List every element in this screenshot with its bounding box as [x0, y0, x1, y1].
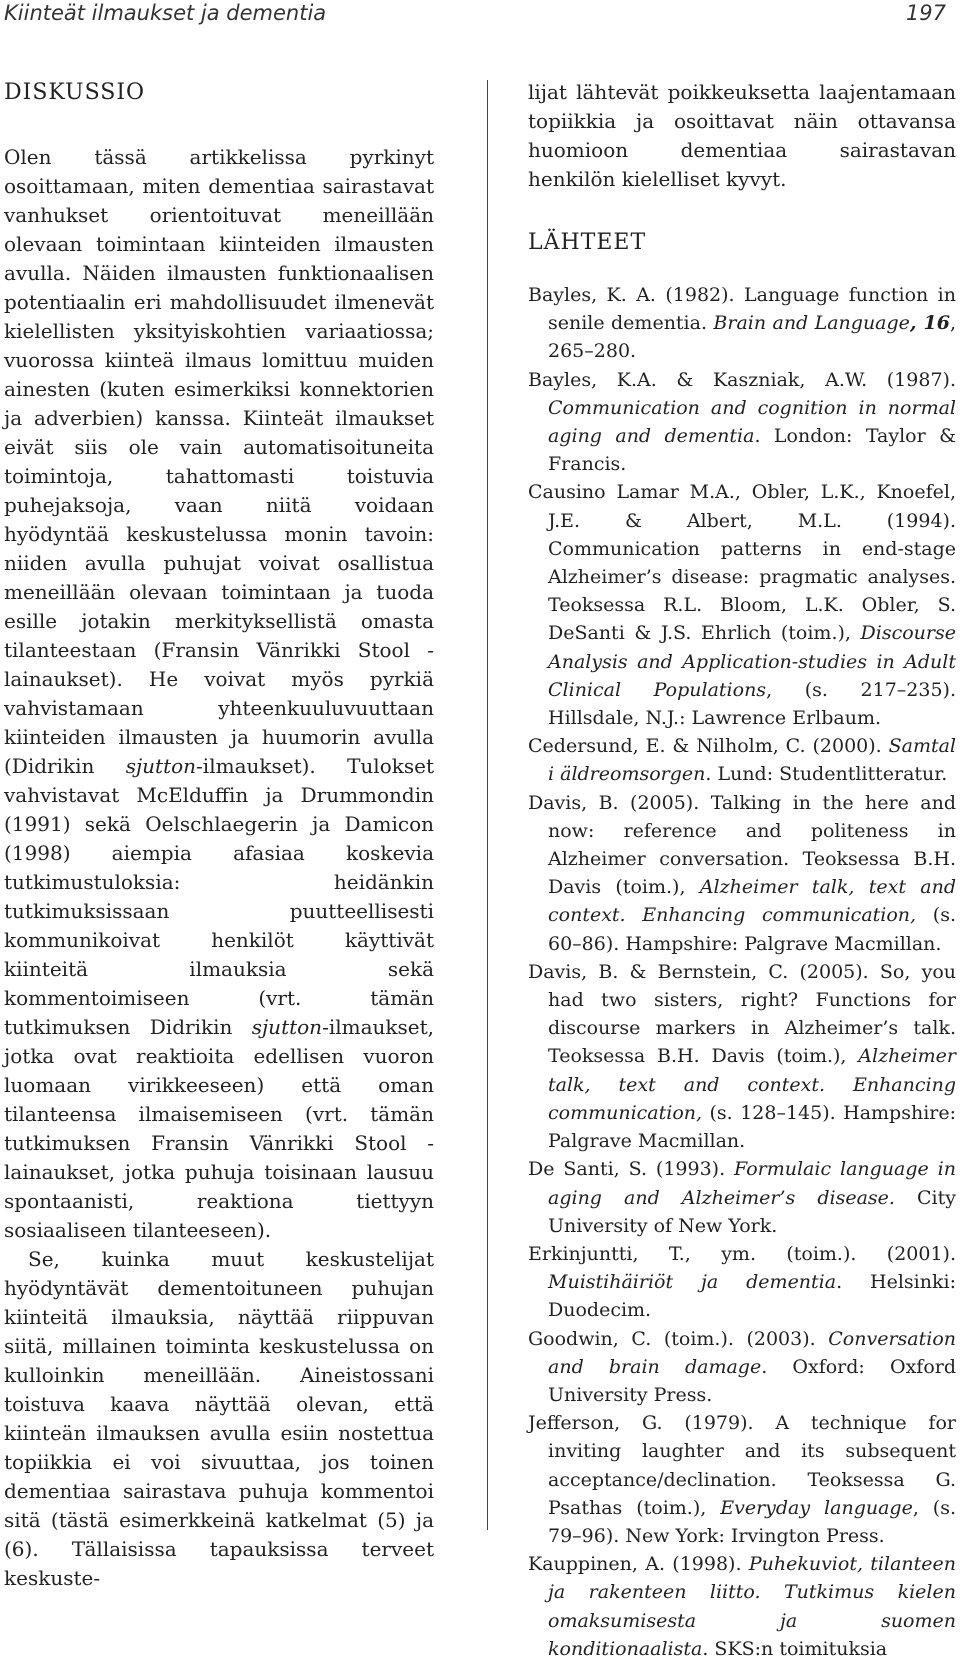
reference-item: Causino Lamar M.A., Obler, L.K., Knoefel, J.E. & Albert, M.L. (1994). Communication patterns in end-stage Alzheimer’s disease: pragmatic analyses. Teoksessa R.L. Bloom, L.K. Obler, S. DeSanti & J.S. Ehrlich (toim.), Discourse Analysis and Application-studies in Adult Clinical Populations, (s. 217–235). Hillsdale, N.J.: Lawrence Erlbaum. [528, 481, 957, 730]
left-column [4, 78, 434, 1593]
text-run: Olen tässä artikkelissa pyrkinyt osoittamaan, miten dementiaa sairastavat vanhukset orientoituvat meneillään olevaan toimintaan kiinteiden ilmausten avulla. Näiden ilmausten funktionaalisen potentiaalin eri mahdollisuudet ilmenevät kielellisten yksityiskohtien variaatiossa; vuorossa kiinteä ilmaus lomittuu muiden ainesten (kuten esimerkiksi konnektorien ja adverbien) kanssa. Kiinteät ilmaukset eivät siis ole vain automatisoituneita toimintoja, tahattomasti toistuvia puhejaksoja, vaan niitä voidaan hyödyntää keskustelussa monin tavoin: niiden avulla puhujat voivat osallistua meneillään olevaan toimintaan ja tuoda esille jotakin merkityksellistä omasta tilanteestaan (Fransin Vänrikki Stool -lainaukset). He voivat myös pyrkiä vahvistamaan yhteenkuuluvuuttaan kiinteiden ilmausten ja huumorin avulla (Didrikin [4, 145, 434, 778]
reference-item: Erkinjuntti, T., ym. (toim.). (2001). Muistihäiriöt ja dementia. Helsinki: Duodecim. [528, 1242, 956, 1322]
italic-term: sjutton [125, 754, 197, 778]
reference-item: Goodwin, C. (toim.). (2003). Conversation and brain damage. Oxford: Oxford University Press. [528, 1327, 956, 1406]
right-column [528, 78, 956, 1663]
reference-item: Kauppinen, A. (1998). Puhekuviot, tilanteen ja rakenteen liitto. Tutkimus kielen omaksumisesta ja suomen konditionaalista. SKS:n toimituksia [528, 1553, 957, 1660]
reference-item: Davis, B. & Bernstein, C. (2005). So, you had two sisters, right? Functions for discourse markers in Alzheimer’s talk. Teoksessa B.H. Davis (toim.), Alzheimer talk, text and context. Enhancing communication, (s. 128–145). Hampshire: Palgrave Macmillan. [528, 960, 956, 1153]
reference-item: De Santi, S. (1993). Formulaic language in aging and Alzheimer’s disease. City University of New York. [528, 1158, 956, 1237]
reference-item: Bayles, K. A. (1982). Language function in senile dementia. Brain and Language, 16, 265–280. [528, 284, 956, 363]
paragraph-2: Se, kuinka muut keskustelijat hyödyntävät dementoituneen puhujan kiinteitä ilmauksia, näyttää riippuvan siitä, millainen toiminta keskustelussa on kulloinkin meneillään. Aineistossani toistuva kaava näyttää olevan, että kiinteän ilmauksen avulla esiin nostettua topiikkia ei voi sivuuttaa, jos toinen dementiaa sairastava puhuja kommentoi sitä (tästä esimerkkeinä katkelmat (5) ja (6). Tällaisissa tapauksissa terveet keskuste- [4, 1247, 434, 1590]
column-divider [487, 80, 488, 1530]
reference-item: Davis, B. (2005). Talking in the here and now: reference and politeness in Alzheimer conversation. Teoksessa B.H. Davis (toim.), Alzheimer talk, text and context. Enhancing communication, (s. 60–86). Hampshire: Palgrave Macmillan. [528, 791, 957, 955]
text-run: -ilmaukset, jotka ovat reaktioita edellisen vuoron luomaan virikkeeseen) että oman tilanteensa ilmaisemiseen (vrt. tämän tutkimuksen Fransin Vänrikki Stool -lainaukset, jotka puhuja toisinaan lausuu spontaanisti, reaktiona tiettyyn sosiaaliseen tilanteeseen). [4, 1015, 434, 1242]
page-header [0, 0, 960, 30]
page-number: 197 [905, 1, 946, 25]
section-heading-diskussio: DISKUSSIO [4, 80, 146, 105]
running-title: Kiinteät ilmaukset ja dementia [4, 1, 327, 25]
text-run: -ilmaukset). Tulokset vahvistavat McElduffin ja Drummondin (1991) sekä Oelschlaegerin ja Damicon (1998) aiempia afasiaa koskevia tutkimustuloksia: heidänkin tutkimuksissaan puutteellisesti kommunikoivat henkilöt käyttivät kiinteitä ilmauksia sekä kommentoimiseen (vrt. tämän tutkimuksen Didrikin [4, 754, 434, 1039]
italic-term: sjutton [251, 1015, 323, 1039]
reference-list [528, 281, 956, 1663]
section-heading-lahteet: LÄHTEET [528, 230, 647, 255]
reference-item: Cedersund, E. & Nilholm, C. (2000). Samtal i äldreomsorgen. Lund: Studentlitteratur. [528, 735, 956, 786]
paragraph-1 [4, 143, 434, 1245]
reference-item: Jefferson, G. (1979). A technique for inviting laughter and its subsequent acceptance/declination. Teoksessa G. Psathas (toim.), Everyday language, (s. 79–96). New York: Irvington Press. [528, 1412, 956, 1547]
paragraph-continuation: lijat lähtevät poikkeuksetta laajentamaan topiikkia ja osoittavat näin ottavansa huomioon dementiaa sairastavan henkilön kielelliset kyvyt. [528, 80, 956, 191]
reference-item: Bayles, K.A. & Kaszniak, A.W. (1987). Communication and cognition in normal aging and dementia. London: Taylor & Francis. [528, 368, 957, 476]
